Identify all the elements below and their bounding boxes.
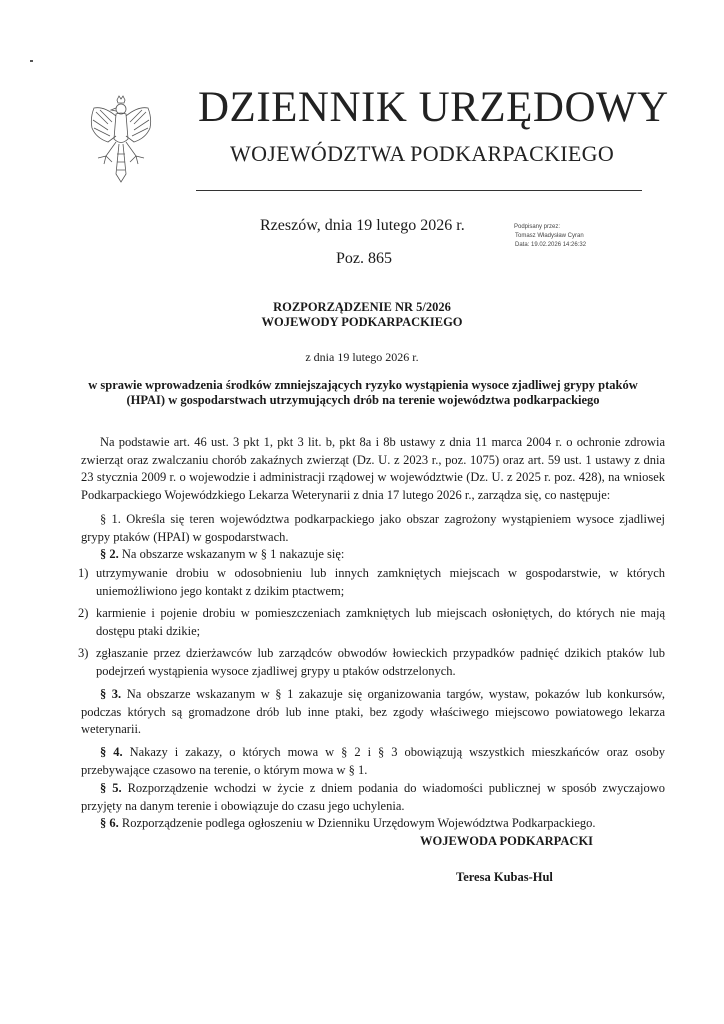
preamble-text: Na podstawie art. 46 ust. 3 pkt 1, pkt 3 lit. b, pkt 8a i 8b ustawy z dnia 11 marca 2004 r. o ochronie zdrowia zwierząt oraz zwalczaniu chorób zakaźnych zwierząt (Dz. U. z 2023 r., poz. 1075) oraz art. 59 ust. 1 ustawy z dnia 23 stycznia 2009 r. o wojewodzie i administracji rządowej w województwie (Dz. U. z 2025 r. poz. 428), na wniosek Podkarpackiego Wojewódzkiego Lekarza Weterynarii z dnia 17 lutego 2026 r., zarządza się, co następuje: [81,435,665,502]
section-mark: § 4. [100,745,123,759]
list-item-number: 3) [78,646,89,660]
act-date: z dnia 19 lutego 2026 r. [305,350,419,364]
section-text: Na obszarze wskazanym w § 1 nakazuje się: [121,547,345,561]
section-mark: § 6. [100,816,119,830]
section-3 [81,686,665,739]
masthead-title: DZIENNIK URZĘDOWY [198,84,669,131]
signature-name: Tomasz Władysław Cyran [515,233,584,239]
section-mark: § 1. [100,512,121,526]
section-mark: § 3. [100,687,122,701]
preamble [81,434,665,504]
act-title-line1: ROZPORZĄDZENIE NR 5/2026 [273,300,451,314]
section-5 [81,780,665,815]
section-4 [81,744,665,779]
signature-label: Podpisany przez: [514,224,561,230]
list-item-number: 1) [78,566,89,580]
act-subject: w sprawie wprowadzenia środków zmniejszających ryzyko wystąpienia wysoce zjadliwej grypy ptaków (HPAI) w gospodarstwach utrzymujących drób na terenie województwa podkarpackiego [88,378,638,407]
section-text: Rozporządzenie wchodzi w życie z dniem podania do wiadomości publicznej w sposób zwyczajowo przyjęty na danym terenie i obowiązuje do czasu jego uchylenia. [81,781,665,813]
digital-signature [514,223,586,250]
list-item-number: 2) [78,606,89,620]
list-item-text: utrzymywanie drobiu w odosobnieniu lub innych zamkniętych miejscach w gospodarstwie, w których uniemożliwiono jego kontakt z dzikim ptactwem; [96,566,665,598]
section-1 [81,511,665,546]
section-text: Nakazy i zakazy, o których mowa w § 2 i § 3 obowiązują wszystkich mieszkańców oraz osoby przebywające czasowo na terenie, o którym mowa w § 1. [81,745,666,777]
list-item-text: karmienie i pojenie drobiu w pomieszczeniach zamkniętych lub miejscach osłoniętych, do których nie mają dostępu ptaki dzikie; [96,606,665,638]
section-6 [81,815,665,833]
scan-speck [30,60,33,62]
section-text: Na obszarze wskazanym w § 1 zakazuje się organizowania targów, wystaw, pokazów lub konkursów, podczas których są gromadzone drób lub inne ptaki, bez zgody właściwego miejscowo powiatowego lekarza weterynarii. [81,687,666,736]
act-title-line2: WOJEWODY PODKARPACKIEGO [261,315,463,329]
polish-eagle-emblem-icon [86,94,156,186]
masthead-divider [196,190,642,191]
list-item [78,605,665,640]
section-text: Rozporządzenie podlega ogłoszeniu w Dzienniku Urzędowym Województwa Podkarpackiego. [121,816,596,830]
list-item [78,565,665,600]
issue-place-date: Rzeszów, dnia 19 lutego 2026 r. [260,217,465,234]
section-mark: § 5. [100,781,122,795]
section-text: Określa się teren województwa podkarpackiego jako obszar zagrożony wystąpieniem wysoce zjadliwej grypy ptaków (HPAI) w gospodarstwach. [81,512,666,544]
signer-name: Teresa Kubas-Hul [456,870,553,884]
list-item [78,645,665,680]
section-mark: § 2. [100,547,119,561]
issue-position: Poz. 865 [336,250,392,267]
section-2 [81,546,665,564]
act-title [60,300,664,330]
list-item-text: zgłaszanie przez dzierżawców lub zarządców obwodów łowieckich przypadków padnięć dzikich ptaków lub podejrzeń wystąpienia wysoce zjadliwej grypy u ptaków odstrzelonych. [96,646,665,678]
signature-date: Data: 19.02.2026 14:26:32 [515,242,587,248]
masthead-subtitle: WOJEWÓDZTWA PODKARPACKIEGO [230,141,615,166]
signing-authority: WOJEWODA PODKARPACKI [420,834,594,848]
